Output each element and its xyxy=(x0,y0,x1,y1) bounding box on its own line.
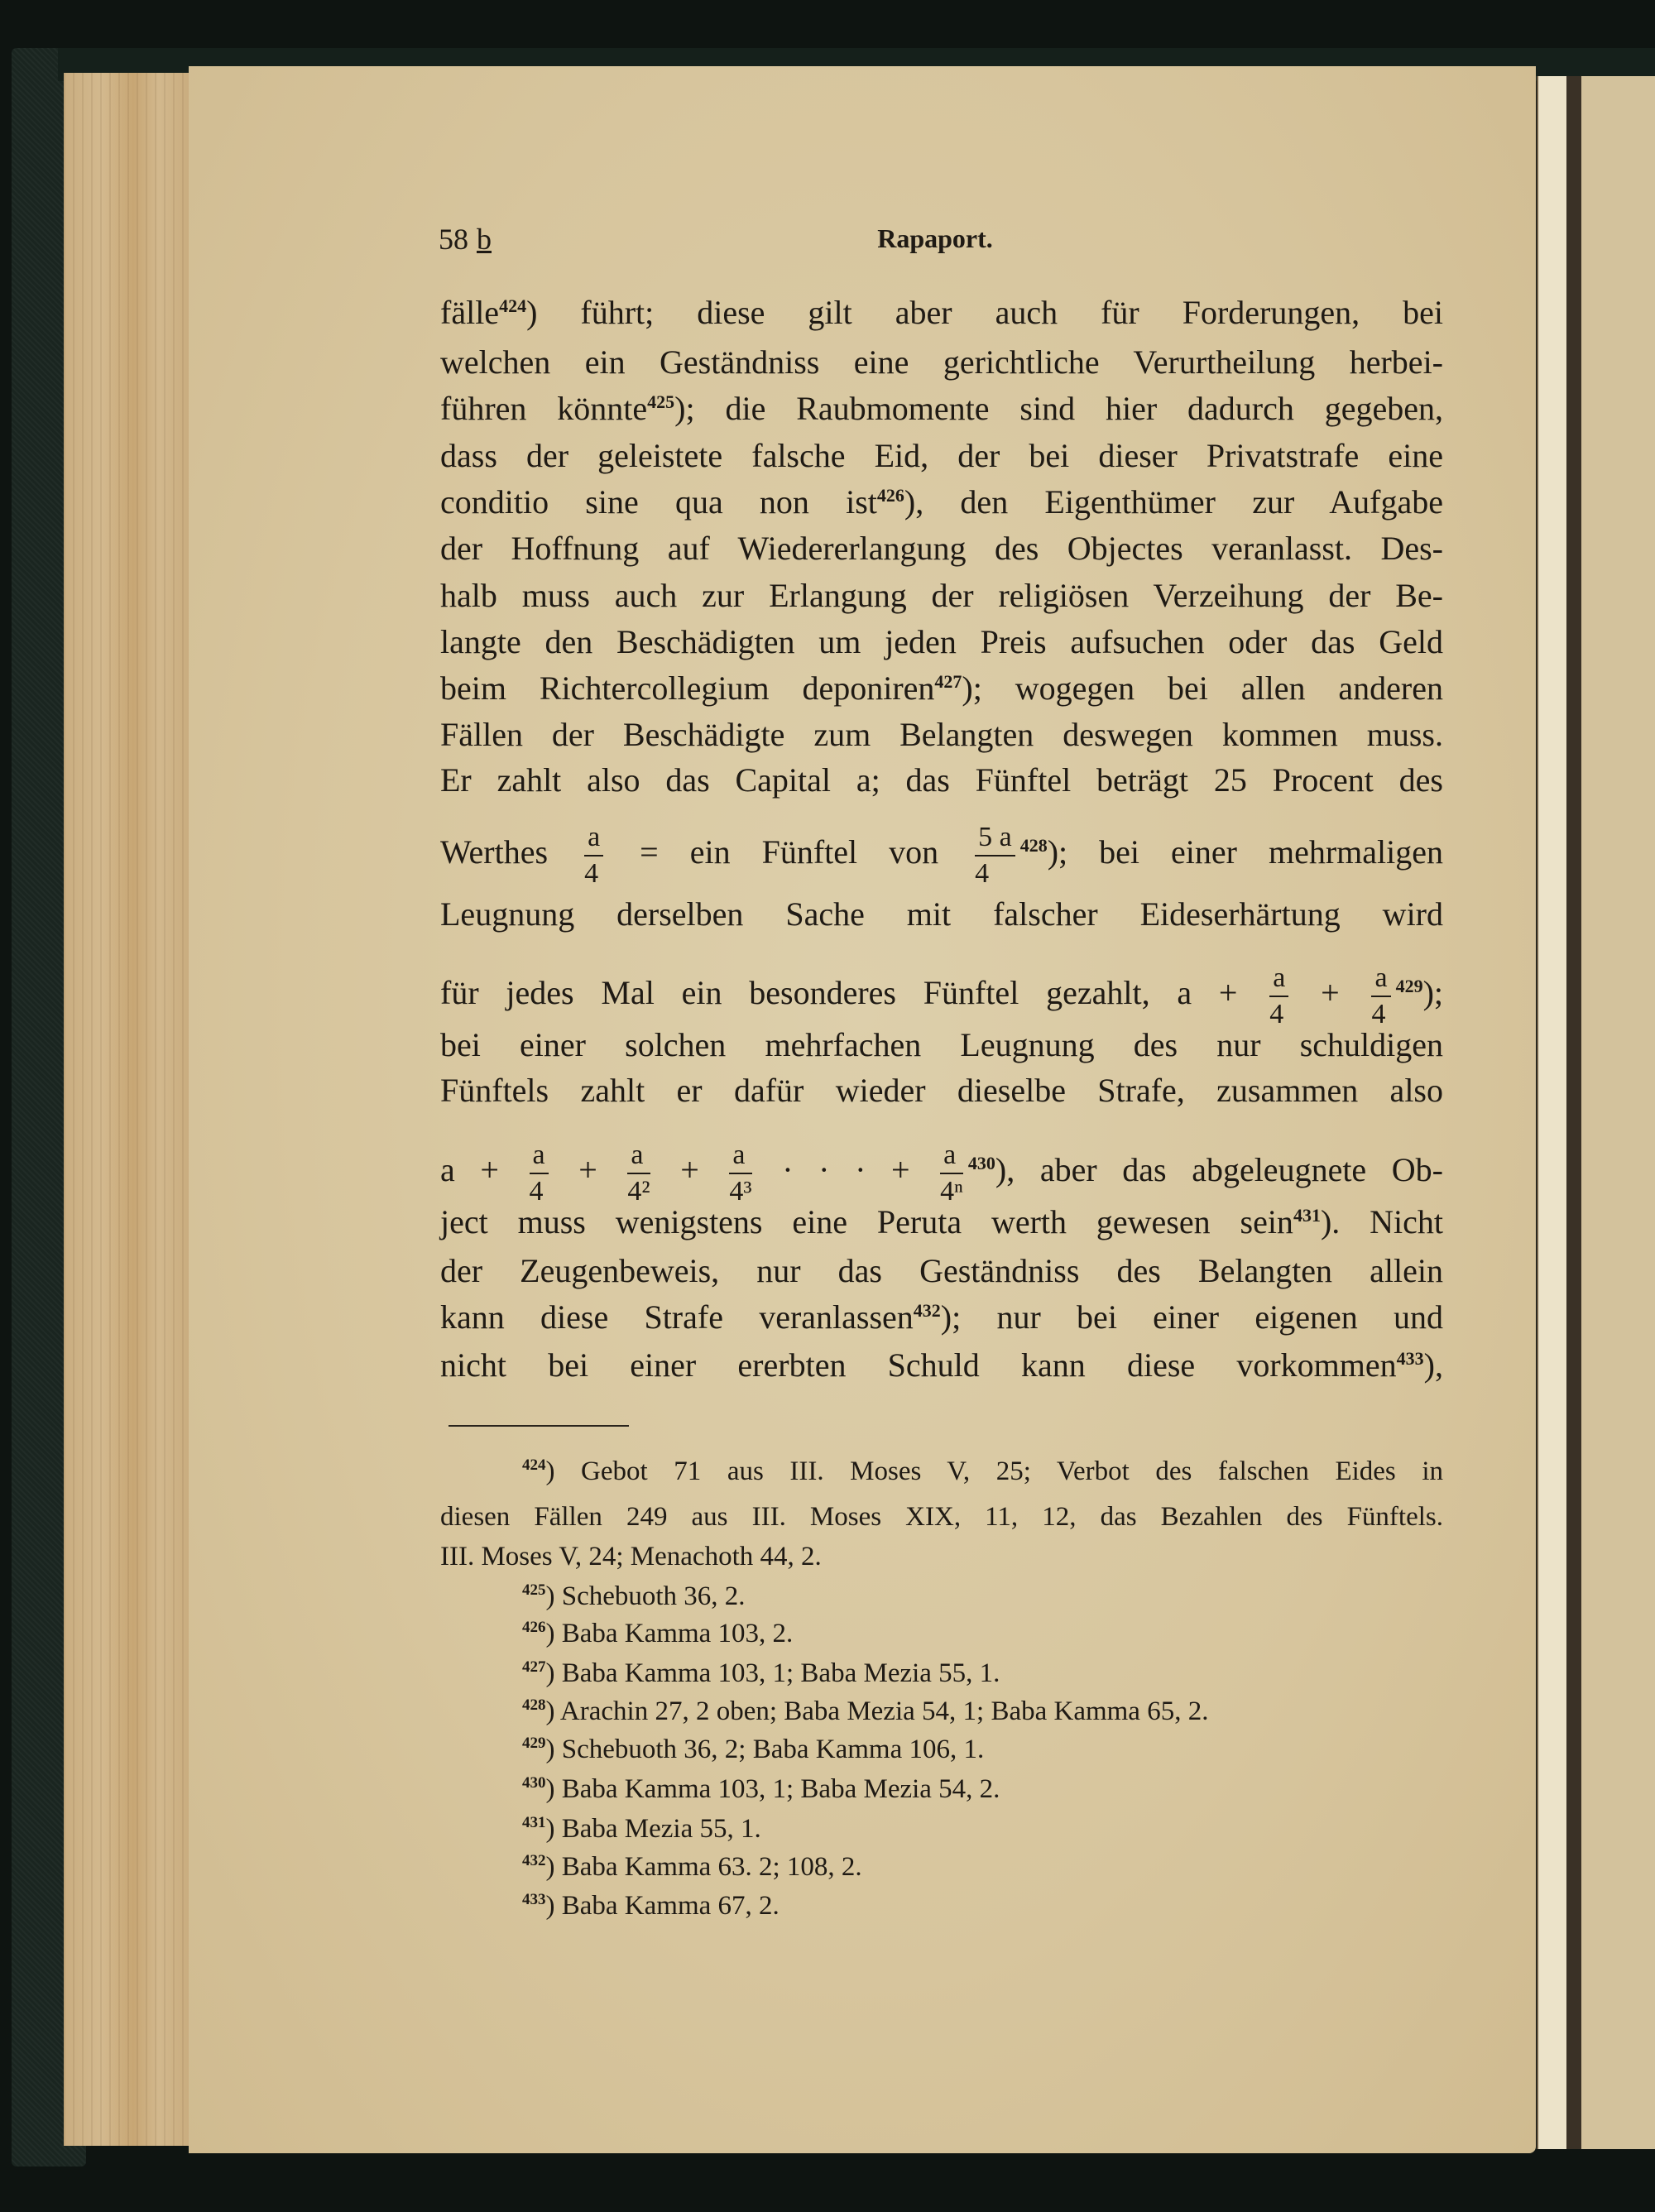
footnote-ref: 433 xyxy=(1396,1348,1424,1369)
text-line xyxy=(440,1248,1443,1294)
fraction xyxy=(975,823,1015,888)
text-run: a + xyxy=(440,1151,525,1189)
text-run: welchen ein Geständniss eine gerichtliche Verurtheilung herbei- xyxy=(440,343,1443,381)
page-number-value: 58 xyxy=(439,223,468,256)
text-run: ). Nicht xyxy=(1320,1203,1444,1240)
footnote-ref: 426 xyxy=(876,485,904,506)
fraction-numerator: a xyxy=(1371,964,1390,997)
footnote-text: ) Arachin 27, 2 oben; Baba Mezia 54, 1; Baba Kamma 65, 2. xyxy=(545,1696,1209,1726)
footnote-text: ) Schebuoth 36, 2; Baba Kamma 106, 1. xyxy=(545,1735,985,1764)
fraction xyxy=(1371,964,1390,1029)
footnote-text: ) Gebot 71 aus III. Moses V, 25; Verbot des falschen Eides in xyxy=(545,1456,1443,1486)
text-line xyxy=(440,479,1443,525)
fraction-numerator: a xyxy=(627,1141,650,1174)
footnote-text: III. Moses V, 24; Menachoth 44, 2. xyxy=(440,1542,822,1571)
text-run: = ein Fünftel von xyxy=(608,833,971,871)
fraction-numerator: a xyxy=(584,823,603,856)
text-line xyxy=(440,619,1443,665)
text-line xyxy=(440,822,1443,889)
text-line xyxy=(440,573,1443,619)
footnote-text: ) Baba Kamma 63. 2; 108, 2. xyxy=(545,1852,862,1882)
fraction-numerator: a xyxy=(940,1141,963,1174)
footnote-number: 427 xyxy=(522,1658,546,1676)
text-run: ); nur bei einer eigenen und xyxy=(940,1298,1444,1336)
footnote-ref: 431 xyxy=(1293,1205,1321,1226)
footnote-line xyxy=(522,1692,1208,1730)
footnote-number: 426 xyxy=(522,1619,546,1636)
footnote-number: 430 xyxy=(522,1774,546,1792)
text-run: fälle xyxy=(440,294,500,331)
text-line xyxy=(440,962,1443,1029)
footnote-line xyxy=(440,1538,822,1576)
text-run: ), xyxy=(1423,1346,1443,1384)
page-gutter-strip xyxy=(1537,76,1568,2149)
footnote-ref: 424 xyxy=(499,295,527,316)
text-line xyxy=(440,339,1443,386)
footnote-line xyxy=(522,1887,780,1925)
running-title: Rapaport. xyxy=(877,223,993,253)
footnote-text: ) Baba Kamma 67, 2. xyxy=(545,1891,780,1921)
fraction-denominator: 4 xyxy=(529,1176,544,1207)
text-run: führen könnte xyxy=(440,390,648,427)
footnote-line xyxy=(440,1498,1443,1536)
fraction xyxy=(530,1141,549,1206)
text-run: + xyxy=(1293,974,1367,1012)
footnote-number: 424 xyxy=(522,1456,546,1474)
footnote-line xyxy=(522,1452,1443,1490)
fraction-denominator: 4 xyxy=(1269,999,1284,1029)
text-run: ); die Raubmomente sind hier dadurch gegeben, xyxy=(674,390,1443,427)
fraction-numerator: a xyxy=(729,1141,751,1174)
text-run: dass der geleistete falsche Eid, der bei dieser Privatstrafe eine xyxy=(440,437,1443,474)
footnote-line xyxy=(522,1654,1000,1692)
text-line xyxy=(440,891,1443,938)
text-line xyxy=(440,1342,1443,1389)
text-run: langte den Beschädigten um jeden Preis aufsuchen oder das Geld xyxy=(440,623,1443,660)
fraction-numerator: a xyxy=(1269,964,1288,997)
footnote-text: diesen Fällen 249 aus III. Moses XIX, 11, 12, das Bezahlen des Fünftels. xyxy=(440,1502,1443,1532)
text-run: Fünftels zahlt er dafür wieder dieselbe Strafe, zusammen also xyxy=(440,1072,1443,1109)
page-stack-edge xyxy=(64,73,190,2146)
fraction-denominator: 4 xyxy=(584,858,599,889)
footnote-number: 428 xyxy=(522,1696,546,1714)
footnote-text: ) Schebuoth 36, 2. xyxy=(545,1581,746,1611)
text-run: Fällen der Beschädigte zum Belangten deswegen kommen muss. xyxy=(440,716,1443,753)
text-line xyxy=(440,433,1443,479)
text-line xyxy=(440,525,1443,572)
text-run: ); bei einer mehrmaligen xyxy=(1047,833,1443,871)
text-run: beim Richtercollegium deponiren xyxy=(440,669,935,707)
footnote-ref: 432 xyxy=(913,1300,941,1321)
text-line xyxy=(440,1022,1443,1068)
footnote-number: 425 xyxy=(522,1581,546,1599)
footnote-number: 431 xyxy=(522,1814,546,1831)
fraction xyxy=(729,1141,751,1206)
text-run: ); xyxy=(1422,974,1443,1012)
fraction-numerator: a xyxy=(530,1141,549,1174)
footnote-line xyxy=(522,1848,862,1886)
text-run: nicht bei einer ererbten Schuld kann diese vorkommen xyxy=(440,1346,1397,1384)
fraction xyxy=(1269,964,1288,1029)
footnote-ref: 425 xyxy=(647,391,675,412)
footnote-separator xyxy=(449,1425,629,1427)
text-run: Werthes xyxy=(440,833,580,871)
footnote-line xyxy=(522,1577,746,1615)
footnote-line xyxy=(522,1730,984,1768)
footnote-ref: 430 xyxy=(967,1153,995,1174)
footnote-number: 432 xyxy=(522,1852,546,1869)
text-run: ject muss wenigstens eine Peruta werth gewesen sein xyxy=(440,1203,1293,1240)
fraction xyxy=(584,823,603,888)
text-run: Er zahlt also das Capital a; das Fünftel beträgt 25 Procent des xyxy=(440,761,1443,799)
fraction xyxy=(627,1141,650,1206)
text-run: + xyxy=(655,1151,725,1189)
text-run: für jedes Mal ein besonderes Fünftel gezahlt, a + xyxy=(440,974,1265,1012)
text-run: Leugnung derselben Sache mit falscher Eideserhärtung wird xyxy=(440,895,1443,933)
text-line xyxy=(440,712,1443,758)
text-run: ) führt; diese gilt aber auch für Forderungen, bei xyxy=(526,294,1443,331)
text-line xyxy=(440,1140,1443,1207)
fraction-denominator: 4² xyxy=(627,1176,650,1207)
footnote-line xyxy=(522,1615,793,1653)
footnote-text: ) Baba Kamma 103, 2. xyxy=(545,1619,794,1648)
text-run: bei einer solchen mehrfachen Leugnung des nur schuldigen xyxy=(440,1026,1443,1063)
footnote-text: ) Baba Kamma 103, 1; Baba Mezia 54, 2. xyxy=(545,1774,1000,1804)
text-run: halb muss auch zur Erlangung der religiösen Verzeihung der Be- xyxy=(440,577,1443,614)
text-line xyxy=(440,757,1443,804)
footnote-line xyxy=(522,1810,761,1848)
footnote-text: ) Baba Kamma 103, 1; Baba Mezia 55, 1. xyxy=(545,1658,1000,1688)
text-line xyxy=(440,1199,1443,1245)
text-line xyxy=(440,1294,1443,1341)
text-run: der Hoffnung auf Wiedererlangung des Objectes veranlasst. Des- xyxy=(440,530,1443,567)
gutter-shadow xyxy=(1566,76,1581,2149)
text-run: + xyxy=(553,1151,623,1189)
footnote-ref: 427 xyxy=(934,671,962,692)
footnote-ref: 429 xyxy=(1395,976,1423,997)
text-line xyxy=(440,290,1443,336)
fraction-denominator: 4³ xyxy=(729,1176,752,1207)
text-run: · · · + xyxy=(756,1151,936,1189)
text-run: ), den Eigenthümer zur Aufgabe xyxy=(904,483,1443,521)
page-number xyxy=(439,222,492,257)
fraction xyxy=(940,1141,963,1206)
text-line xyxy=(440,1068,1443,1114)
text-run: ); wogegen bei allen anderen xyxy=(962,669,1443,707)
text-line xyxy=(440,386,1443,432)
footnote-number: 429 xyxy=(522,1735,546,1752)
text-run: conditio sine qua non ist xyxy=(440,483,877,521)
footnote-ref: 428 xyxy=(1019,835,1048,856)
text-line xyxy=(440,665,1443,712)
text-run: ), aber das abgeleugnete Ob- xyxy=(995,1151,1443,1189)
fraction-numerator: 5 a xyxy=(975,823,1015,856)
footnote-text: ) Baba Mezia 55, 1. xyxy=(545,1814,761,1844)
text-run: der Zeugenbeweis, nur das Geständniss des Belangten allein xyxy=(440,1252,1443,1289)
signature-mark: b xyxy=(477,223,492,256)
text-run: kann diese Strafe veranlassen xyxy=(440,1298,914,1336)
fraction-denominator: 4 xyxy=(1371,999,1386,1029)
fraction-denominator: 4 xyxy=(975,858,990,889)
facing-page-edge xyxy=(1581,76,1655,2149)
fraction-denominator: 4ⁿ xyxy=(940,1176,963,1207)
footnote-line xyxy=(522,1770,1000,1808)
footnote-number: 433 xyxy=(522,1891,546,1908)
